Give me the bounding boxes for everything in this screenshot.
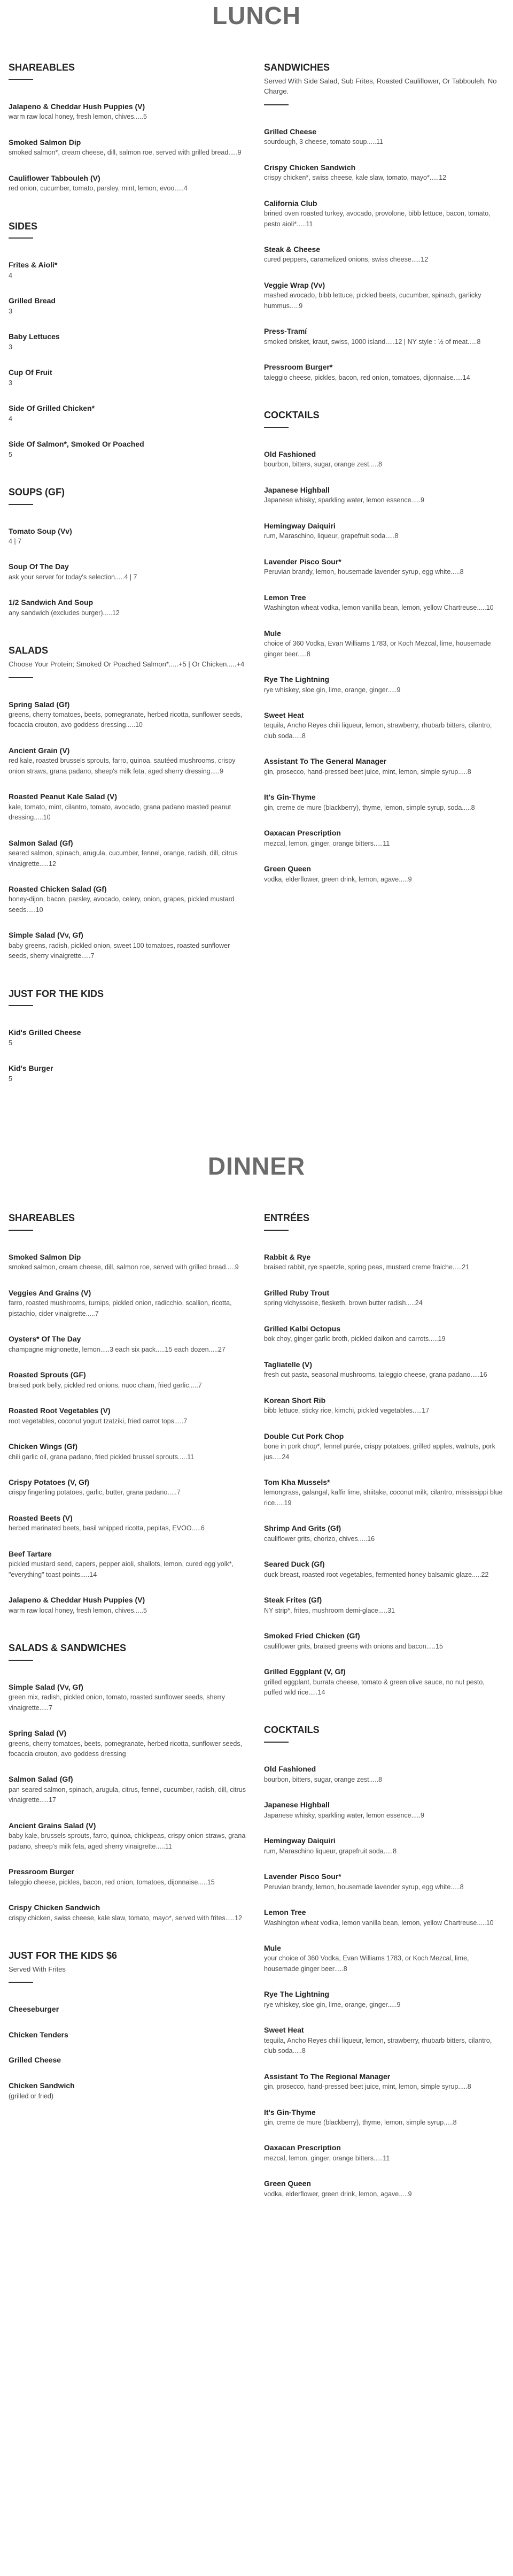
menu-item-description: baby kale, brussels sprouts, farro, quinoa, chickpeas, crispy onion straws, grana padano, sheep's milk feta, aged sherry vinaigrette.....11	[9, 1832, 246, 1850]
menu-item-name: Steak Frites (Gf)	[264, 1596, 322, 1605]
menu-section	[9, 1643, 249, 1923]
menu-item-name: Baby Lettuces	[9, 332, 60, 341]
menu-item-name: Frites & Aioli*	[9, 260, 58, 270]
menu-item-description: mezcal, lemon, ginger, orange bitters.....11	[264, 2155, 390, 2163]
menu-section	[264, 1724, 504, 2199]
menu-item	[264, 1252, 504, 1273]
menu-item-description: duck breast, roasted root vegetables, fermented honey balsamic glaze.....22	[264, 1570, 489, 1578]
section-divider	[264, 104, 289, 105]
section-divider	[9, 79, 33, 80]
menu-item-description: 3	[9, 307, 12, 315]
menu-item	[9, 1821, 249, 1852]
menu-item	[264, 1631, 504, 1652]
menu-item	[264, 1764, 504, 1785]
menu-item-description: braised rabbit, rye spaetzle, spring peas, mustard creme fraiche.....21	[264, 1263, 470, 1271]
section-divider	[264, 427, 289, 428]
menu-item-description: bourbon, bitters, sugar, orange zest.....8	[264, 461, 382, 469]
menu-item	[9, 1728, 249, 1759]
menu-item	[264, 1396, 504, 1416]
menu-item-description: 5	[9, 1075, 12, 1083]
menu-item	[9, 1903, 249, 1923]
menu-item-description: your choice of 360 Vodka, Evan Williams 1783, or Koch Mezcal, lime, housemade ginger beer.....8	[264, 1954, 469, 1973]
menu-item-name: Smoked Fried Chicken (Gf)	[264, 1631, 360, 1640]
menu-item-name: Kid's Grilled Cheese	[9, 1028, 81, 1037]
menu-item	[264, 485, 504, 506]
menu-item-name: Mule	[264, 628, 281, 638]
menu-section	[264, 62, 504, 383]
menu-item-name: Lemon Tree	[264, 1907, 306, 1916]
menu-item	[9, 1063, 249, 1084]
menu-item	[9, 700, 249, 731]
menu-item	[9, 1774, 249, 1805]
section-heading: JUST FOR THE KIDS $6	[9, 1950, 118, 1961]
menu-item-name: Kid's Burger	[9, 1064, 53, 1073]
menu-item	[9, 1549, 249, 1580]
menu-item-description: vodka, elderflower, green drink, lemon, agave.....9	[264, 2190, 412, 2198]
section-heading: ENTRÉES	[264, 1213, 310, 1224]
menu-item-description: sourdough, 3 cheese, tomato soup.....11	[264, 138, 383, 146]
menu-section	[9, 1213, 249, 1616]
menu-item	[9, 1288, 249, 1319]
menu-item	[9, 1442, 249, 1462]
menu-section	[9, 62, 249, 194]
menu-item-description: mezcal, lemon, ginger, orange bitters.....11	[264, 839, 390, 847]
lunch-right-column	[264, 62, 504, 1111]
menu-item	[264, 244, 504, 265]
menu-item-description: Japanese whisky, sparkling water, lemon essence.....9	[264, 1811, 424, 1819]
menu-item-description: greens, cherry tomatoes, beets, pomegranate, herbed ricotta, sunflower seeds, focaccia crouton, avo goddess dressing.....10	[9, 711, 243, 729]
menu-item-description: root vegetables, coconut yogurt tzatziki, fried carrot tops.....7	[9, 1417, 188, 1425]
menu-item-name: Japanese Highball	[264, 1800, 330, 1809]
section-heading: COCKTAILS	[264, 1724, 320, 1736]
menu-item-description: red onion, cucumber, tomato, parsley, mint, lemon, evoo.....4	[9, 185, 188, 193]
menu-item-name: Tom Kha Mussels*	[264, 1477, 330, 1486]
menu-item-name: Roasted Sprouts (GF)	[9, 1370, 86, 1379]
menu-item-description: Washington wheat vodka, lemon vanilla bean, lemon, yellow Chartreuse.....10	[264, 604, 494, 612]
menu-item-name: Grilled Cheese	[9, 2056, 61, 2065]
menu-item-name: Japanese Highball	[264, 485, 330, 494]
menu-item-description: (grilled or fried)	[9, 2092, 54, 2100]
menu-item	[264, 628, 504, 660]
menu-item-name: Veggies And Grains (V)	[9, 1288, 91, 1297]
menu-item	[9, 2055, 249, 2066]
menu-item-description: rye whiskey, sloe gin, lime, orange, ginger.....9	[264, 686, 401, 694]
menu-item-description: warm raw local honey, fresh lemon, chives.....5	[9, 113, 147, 121]
menu-item-name: Assistant To The General Manager	[264, 757, 387, 766]
menu-item-name: Spring Salad (V)	[9, 1729, 67, 1738]
menu-item	[9, 1867, 249, 1888]
menu-item-description: 4	[9, 271, 12, 279]
menu-item	[9, 137, 249, 158]
menu-item-description: taleggio cheese, pickles, bacon, red onion, tomatoes, dijonnaise.....15	[9, 1878, 215, 1886]
menu-item	[9, 930, 249, 961]
menu-item-description: 4 | 7	[9, 538, 22, 546]
menu-item-description: warm raw local honey, fresh lemon, chives.....5	[9, 1606, 147, 1614]
menu-item	[264, 1595, 504, 1616]
menu-item	[264, 2107, 504, 2128]
menu-item-description: rum, Maraschino liqueur, grapefruit soda.....8	[264, 1847, 397, 1855]
menu-item-name: Pressroom Burger*	[264, 363, 333, 372]
section-heading: SOUPS (GF)	[9, 486, 65, 497]
menu-item	[9, 1682, 249, 1713]
menu-item	[9, 1477, 249, 1498]
menu-item-name: Simple Salad (Vv, Gf)	[9, 931, 83, 940]
menu-item-description: honey-dijon, bacon, parsley, avocado, celery, onion, grapes, pickled mustard seeds.....10	[9, 895, 235, 914]
menu-item	[9, 102, 249, 122]
menu-item-name: Cup Of Fruit	[9, 368, 52, 377]
menu-item-name: Lemon Tree	[264, 593, 306, 602]
menu-item	[9, 296, 249, 317]
menu-item-name: 1/2 Sandwich And Soup	[9, 598, 94, 607]
menu-item	[9, 562, 249, 582]
menu-item-name: Veggie Wrap (Vv)	[264, 280, 325, 289]
menu-item	[9, 1028, 249, 1048]
menu-item	[9, 439, 249, 460]
menu-item	[9, 1406, 249, 1427]
menu-item	[9, 2030, 249, 2041]
section-heading: SHAREABLES	[9, 1213, 75, 1224]
lunch-title: LUNCH	[212, 2, 301, 29]
menu-item-name: Seared Duck (Gf)	[264, 1560, 325, 1569]
menu-item-description: pickled mustard seed, capers, pepper aioli, shallots, lemon, cured egg yolk*, "everything" toast points.....14	[9, 1560, 234, 1578]
section-divider	[9, 504, 33, 505]
menu-item	[264, 449, 504, 470]
menu-item-name: Jalapeno & Cheddar Hush Puppies (V)	[9, 1596, 145, 1605]
menu-item	[9, 1334, 249, 1355]
menu-item-name: Grilled Kalbi Octopus	[264, 1324, 341, 1333]
menu-item-name: Roasted Peanut Kale Salad (V)	[9, 792, 118, 801]
menu-item-description: seared salmon, spinach, arugula, cucumber, fennel, orange, radish, dill, citrus vinaigrette.....12	[9, 849, 238, 868]
section-divider	[9, 1005, 33, 1006]
menu-item	[264, 864, 504, 885]
menu-item	[264, 2072, 504, 2092]
menu-item-name: Smoked Salmon Dip	[9, 137, 81, 147]
menu-item-name: It's Gin-Thyme	[264, 2107, 316, 2117]
section-subtitle: Served With Side Salad, Sub Frites, Roasted Cauliflower, Or Tabbouleh, No Charge.	[264, 76, 497, 96]
menu-item-description: gin, creme de mure (blackberry), thyme, lemon, simple syrup.....8	[264, 2119, 457, 2127]
menu-item-name: Shrimp And Grits (Gf)	[264, 1524, 341, 1533]
menu-section	[9, 645, 249, 961]
menu-item-description: Washington wheat vodka, lemon vanilla bean, lemon, yellow Chartreuse.....10	[264, 1919, 494, 1927]
menu-item-name: Side Of Salmon*, Smoked Or Poached	[9, 439, 144, 448]
menu-item-name: Chicken Sandwich	[9, 2081, 75, 2090]
menu-item	[9, 1595, 249, 1616]
menu-item-description: gin, creme de mure (blackberry), thyme, lemon, simple syrup, soda.....8	[264, 803, 475, 811]
menu-item-name: Oaxacan Prescription	[264, 2143, 341, 2152]
menu-item-name: Beef Tartare	[9, 1549, 52, 1558]
menu-item	[264, 2025, 504, 2056]
menu-item-description: braised pork belly, pickled red onions, nuoc cham, fried garlic.....7	[9, 1381, 202, 1389]
menu-item	[9, 884, 249, 915]
menu-item	[264, 127, 504, 148]
menu-item-name: Tomato Soup (Vv)	[9, 526, 72, 535]
menu-item-name: Ancient Grains Salad (V)	[9, 1821, 96, 1830]
menu-item-description: choice of 360 Vodka, Evan Williams 1783, or Koch Mezcal, lime, housemade ginger beer.....8	[264, 640, 491, 658]
section-heading: COCKTAILS	[264, 410, 320, 421]
menu-item-description: champagne mignonette, lemon.....3 each six pack.....15 each dozen.....27	[9, 1345, 226, 1353]
menu-item-name: Oysters* Of The Day	[9, 1335, 81, 1343]
menu-item-name: Side Of Grilled Chicken*	[9, 403, 95, 412]
menu-item-description: baby greens, radish, pickled onion, sweet 100 tomatoes, roasted sunflower seeds, sherry vinaigrette.....7	[9, 941, 230, 960]
menu-item-description: tequila, Ancho Reyes chili liqueur, lemon, strawberry, rhubarb bitters, cilantro, club soda.....8	[264, 722, 492, 740]
menu-item	[9, 2004, 249, 2015]
menu-item-name: Lavender Pisco Sour*	[264, 557, 341, 566]
menu-item-name: Pressroom Burger	[9, 1867, 74, 1876]
menu-item-description: bourbon, bitters, sugar, orange zest.....8	[264, 1775, 382, 1783]
section-heading: SANDWICHES	[264, 62, 330, 73]
dinner-title: DINNER	[207, 1152, 306, 1180]
menu-item-name: Double Cut Pork Chop	[264, 1431, 344, 1440]
menu-item-name: It's Gin-Thyme	[264, 793, 316, 802]
menu-item-name: Cauliflower Tabbouleh (V)	[9, 173, 100, 182]
menu-item	[9, 746, 249, 777]
menu-section	[9, 221, 249, 460]
menu-item-description: smoked salmon*, cream cheese, dill, salmon roe, served with grilled bread.....9	[9, 149, 242, 157]
section-heading: SHAREABLES	[9, 62, 75, 73]
menu-item-name: Oaxacan Prescription	[264, 829, 341, 838]
menu-item-name: Mule	[264, 1943, 281, 1952]
menu-item-description: rye whiskey, sloe gin, lime, orange, ginger.....9	[264, 2000, 401, 2008]
dinner-right-column	[264, 1213, 504, 2226]
menu-item-description: taleggio cheese, pickles, bacon, red onion, tomatoes, dijonnaise.....14	[264, 373, 470, 381]
menu-item-name: Tagliatelle (V)	[264, 1360, 312, 1369]
menu-item	[9, 173, 249, 194]
menu-item	[264, 198, 504, 229]
lunch-columns	[0, 62, 513, 1111]
section-divider	[9, 237, 33, 239]
menu-item	[264, 1943, 504, 1974]
menu-item	[264, 163, 504, 183]
menu-item-name: Rye The Lightning	[264, 1990, 330, 1999]
menu-item-name: Sweet Heat	[264, 710, 304, 719]
menu-item-description: spring vichyssoise, fiesketh, brown butter radish.....24	[264, 1299, 423, 1307]
menu-item-name: Sweet Heat	[264, 2026, 304, 2035]
menu-item-name: California Club	[264, 198, 317, 208]
menu-item-description: red kale, roasted brussels sprouts, farro, quinoa, sautéed mushrooms, crispy onion straws, grana padano, sheep's milk feta, aged sherry dressing.....9	[9, 757, 236, 775]
menu-section	[9, 1950, 249, 2102]
menu-item	[264, 362, 504, 383]
menu-item-name: Jalapeno & Cheddar Hush Puppies (V)	[9, 102, 145, 111]
dinner-columns	[0, 1213, 513, 2226]
menu-item	[264, 593, 504, 614]
menu-page	[0, 3, 513, 2269]
menu-item-description: pan seared salmon, spinach, arugula, citrus, fennel, cucumber, radish, dill, citrus vinaigrette.....17	[9, 1786, 246, 1804]
menu-item-name: Assistant To The Regional Manager	[264, 2072, 391, 2081]
menu-item-name: Grilled Cheese	[264, 127, 317, 136]
menu-item-description: smoked salmon, cream cheese, dill, salmon roe, served with grilled bread.....9	[9, 1263, 239, 1271]
menu-item	[264, 710, 504, 741]
menu-item	[264, 1872, 504, 1892]
menu-item-description: vodka, elderflower, green drink, lemon, agave.....9	[264, 875, 412, 883]
menu-section	[264, 410, 504, 885]
menu-item-description: brined oven roasted turkey, avocado, provolone, bibb lettuce, bacon, tomato, pesto aioli*.....11	[264, 210, 491, 228]
menu-item-description: bone in pork chop*, fennel purée, crispy potatoes, grilled apples, walnuts, pork jus.....24	[264, 1443, 495, 1461]
menu-item	[264, 1431, 504, 1462]
menu-item	[9, 260, 249, 281]
menu-item-description: any sandwich (excludes burger).....12	[9, 609, 120, 617]
menu-item-name: Spring Salad (Gf)	[9, 700, 70, 709]
menu-item	[264, 280, 504, 311]
menu-item-description: smoked brisket, kraut, swiss, 1000 island.....12 | NY style : ½ of meat.....8	[264, 338, 481, 346]
menu-item-name: Old Fashioned	[264, 449, 316, 458]
menu-item	[9, 597, 249, 618]
menu-item	[264, 1559, 504, 1580]
menu-item-description: ask your server for today's selection.....4 | 7	[9, 573, 137, 581]
section-divider	[9, 677, 33, 678]
menu-item-description: 3	[9, 343, 12, 351]
menu-item-name: Ancient Grain (V)	[9, 746, 70, 755]
section-divider	[9, 1660, 33, 1661]
menu-item	[9, 1252, 249, 1273]
menu-item-name: Salmon Salad (Gf)	[9, 838, 73, 847]
menu-item-name: Smoked Salmon Dip	[9, 1252, 81, 1261]
menu-item-description: gin, prosecco, hand-pressed beet juice, mint, lemon, simple syrup.....8	[264, 768, 471, 776]
menu-item	[264, 828, 504, 849]
menu-item-name: Hemingway Daiquiri	[264, 1836, 336, 1845]
menu-item	[9, 526, 249, 547]
menu-item	[9, 332, 249, 352]
menu-item	[264, 1360, 504, 1381]
menu-item	[264, 557, 504, 578]
menu-item-description: rum, Maraschino, liqueur, grapefruit soda.....8	[264, 532, 399, 540]
menu-item	[9, 403, 249, 424]
menu-item-name: Green Queen	[264, 864, 311, 873]
menu-item-description: crispy chicken*, swiss cheese, kale slaw, tomato, mayo*.....12	[264, 174, 447, 182]
menu-item-description: kale, tomato, mint, cilantro, tomato, avocado, grana padano roasted peanut dressing.....10	[9, 803, 231, 822]
menu-item-name: Press-Tramí	[264, 327, 307, 336]
menu-item-description: farro, roasted mushrooms, turnips, pickled onion, radicchio, scallion, ricotta, pistachio, cider vinaigrette.....7	[9, 1299, 232, 1317]
menu-item-name: Roasted Beets (V)	[9, 1513, 73, 1522]
menu-item-description: 5	[9, 1039, 12, 1047]
section-divider	[9, 1982, 33, 1983]
menu-item-name: Green Queen	[264, 2179, 311, 2188]
menu-item-description: 4	[9, 415, 12, 423]
menu-item	[264, 1523, 504, 1544]
section-divider	[264, 1230, 289, 1231]
menu-item-name: Cheeseburger	[9, 2005, 59, 2014]
menu-item-name: Grilled Ruby Trout	[264, 1288, 330, 1297]
menu-item-name: Old Fashioned	[264, 1765, 316, 1774]
menu-item-description: chili garlic oil, grana padano, fried pickled brussel sprouts.....11	[9, 1453, 195, 1461]
menu-item-name: Rye The Lightning	[264, 674, 330, 684]
menu-item-name: Hemingway Daiquiri	[264, 521, 336, 530]
menu-item	[264, 1477, 504, 1508]
menu-section	[264, 1213, 504, 1698]
menu-item-description: cauliflower grits, chorizo, chives.....16	[264, 1535, 375, 1543]
menu-item-name: Lavender Pisco Sour*	[264, 1872, 341, 1881]
menu-item-name: Simple Salad (Vv, Gf)	[9, 1682, 83, 1691]
section-divider	[9, 1230, 33, 1231]
menu-item	[264, 1907, 504, 1928]
menu-item-description: cauliflower grits, braised greens with onions and bacon.....15	[264, 1642, 443, 1650]
menu-item	[264, 674, 504, 695]
lunch-left-column	[9, 62, 249, 1111]
menu-item-name: Rabbit & Rye	[264, 1252, 311, 1261]
menu-item	[9, 792, 249, 823]
menu-item	[9, 1370, 249, 1391]
menu-item	[264, 521, 504, 542]
menu-item	[9, 1513, 249, 1534]
menu-item	[9, 2081, 249, 2102]
menu-item-description: NY strip*, frites, mushroom demi-glace.....31	[264, 1606, 395, 1614]
menu-item-description: crispy fingerling potatoes, garlic, butter, grana padano.....7	[9, 1489, 181, 1497]
menu-item-description: crispy chicken, swiss cheese, kale slaw, tomato, mayo*, served with frites.....12	[9, 1914, 242, 1922]
section-heading: JUST FOR THE KIDS	[9, 988, 104, 999]
menu-item-name: Chicken Wings (Gf)	[9, 1442, 77, 1451]
menu-item-description: cured peppers, caramelized onions, swiss cheese.....12	[264, 256, 429, 264]
menu-item-name: Salmon Salad (Gf)	[9, 1775, 73, 1784]
menu-item-description: 3	[9, 379, 12, 387]
menu-item-description: bibb lettuce, sticky rice, kimchi, pickled vegetables.....17	[264, 1407, 430, 1415]
menu-item-name: Korean Short Rib	[264, 1396, 326, 1405]
menu-item-name: Roasted Root Vegetables (V)	[9, 1406, 111, 1415]
menu-item-description: herbed marinated beets, basil whipped ricotta, pepitas, EVOO.....6	[9, 1524, 205, 1532]
menu-item-description: fresh cut pasta, seasonal mushrooms, taleggio cheese, grana padano.....16	[264, 1371, 487, 1379]
menu-item-description: Peruvian brandy, lemon, housemade lavender syrup, egg white.....8	[264, 568, 464, 576]
menu-item-description: Peruvian brandy, lemon, housemade lavender syrup, egg white.....8	[264, 1883, 464, 1891]
menu-item-name: Grilled Bread	[9, 296, 56, 305]
dinner-left-column	[9, 1213, 249, 2226]
section-heading: SALADS & SANDWICHES	[9, 1643, 127, 1654]
menu-item-description: bok choy, ginger garlic broth, pickled daikon and carrots.....19	[264, 1335, 446, 1343]
menu-item-name: Roasted Chicken Salad (Gf)	[9, 884, 107, 893]
menu-item-name: Crispy Potatoes (V, Gf)	[9, 1477, 90, 1486]
section-subtitle: Choose Your Protein; Smoked Or Poached Salmon*.....+5 | Or Chicken.....+4	[9, 660, 245, 668]
menu-item	[264, 1989, 504, 2010]
menu-section	[9, 487, 249, 619]
menu-item	[264, 1288, 504, 1309]
menu-item	[264, 1324, 504, 1345]
section-heading: SALADS	[9, 645, 49, 656]
menu-item-name: Grilled Eggplant (V, Gf)	[264, 1667, 346, 1676]
section-heading: SIDES	[9, 220, 38, 232]
section-subtitle: Served With Frites	[9, 1965, 66, 1973]
menu-item-description: green mix, radish, pickled onion, tomato, roasted sunflower seeds, sherry vinaigrette.....7	[9, 1693, 226, 1712]
menu-item-name: Crispy Chicken Sandwich	[264, 163, 356, 172]
menu-item-name: Chicken Tenders	[9, 2030, 68, 2039]
menu-item-description: gin, prosecco, hand-pressed beet juice, mint, lemon, simple syrup.....8	[264, 2083, 471, 2091]
menu-item-description: 5	[9, 450, 12, 458]
menu-item	[264, 1800, 504, 1821]
menu-item-name: Soup Of The Day	[9, 562, 69, 571]
menu-item	[264, 326, 504, 347]
menu-item-description: lemongrass, galangal, kaffir lime, shiitake, coconut milk, cilantro, mississippi blue rice.....19	[264, 1489, 503, 1507]
menu-item	[264, 2179, 504, 2199]
menu-item-description: greens, cherry tomatoes, beets, pomegranate, herbed ricotta, sunflower seeds, focaccia crouton, avo goddess dressing	[9, 1739, 243, 1758]
menu-item	[264, 756, 504, 777]
menu-item	[264, 1836, 504, 1857]
section-divider	[264, 1742, 289, 1743]
menu-item-description: mashed avocado, bibb lettuce, pickled beets, cucumber, spinach, garlicky hummus.....9	[264, 292, 481, 310]
menu-item-description: tequila, Ancho Reyes chili liqueur, lemon, strawberry, rhubarb bitters, cilantro, club soda.....8	[264, 2036, 492, 2055]
menu-item	[264, 792, 504, 813]
menu-item-description: Japanese whisky, sparkling water, lemon essence.....9	[264, 496, 424, 504]
menu-item	[264, 1667, 504, 1698]
menu-item	[9, 367, 249, 388]
menu-item	[264, 2143, 504, 2164]
menu-item-name: Crispy Chicken Sandwich	[9, 1903, 100, 1912]
menu-item	[9, 838, 249, 869]
menu-item-description: grilled eggplant, burrata cheese, tomato & green olive sauce, no nut pesto, puffed wild rice.....14	[264, 1678, 485, 1697]
menu-section	[9, 988, 249, 1085]
menu-item-name: Steak & Cheese	[264, 244, 321, 254]
